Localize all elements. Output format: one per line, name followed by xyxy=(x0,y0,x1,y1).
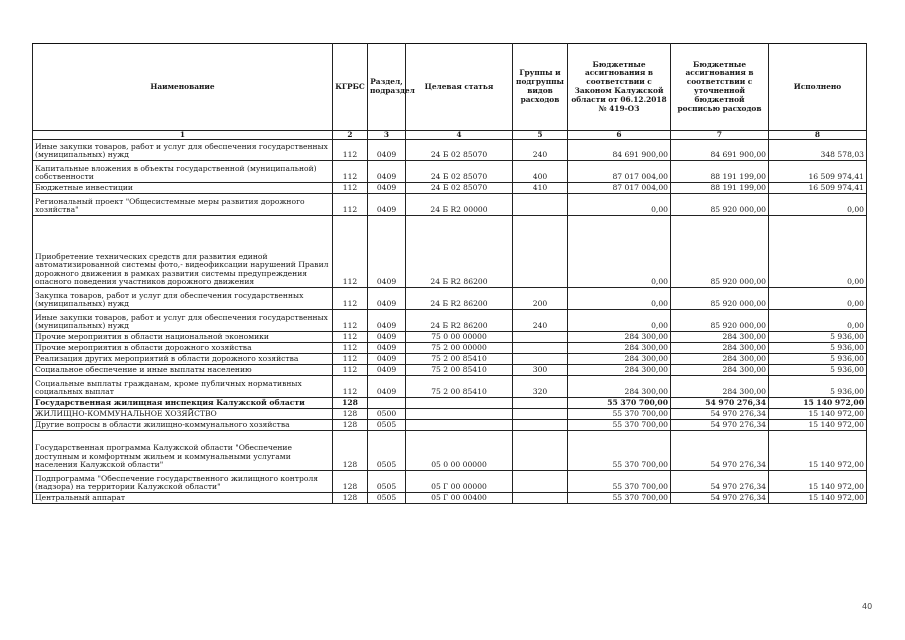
header-section: Раздел, подраздел xyxy=(368,44,406,131)
table-row xyxy=(33,365,867,376)
cell-section: 0409 xyxy=(368,365,406,376)
table-row xyxy=(33,431,867,471)
cell-section: 0505 xyxy=(368,431,406,471)
cell-section: 0409 xyxy=(368,140,406,161)
cell-section: 0409 xyxy=(368,216,406,288)
cell-name: Капитальные вложения в объекты государственной (муниципальной) собственности xyxy=(33,161,333,183)
cell-target: 05 Г 00 00400 xyxy=(406,493,513,504)
table-row xyxy=(33,216,867,288)
cell-law-amount: 84 691 900,00 xyxy=(568,140,671,161)
cell-section: 0409 xyxy=(368,310,406,332)
header-refined: Бюджетные ассигнования в соответствии с уточненной бюджетной росписью расходов xyxy=(671,44,769,131)
cell-refined-amount: 85 920 000,00 xyxy=(671,216,769,288)
cell-section: 0409 xyxy=(368,376,406,398)
header-groups: Группы и подгруппы видов расходов xyxy=(513,44,568,131)
cell-name: ЖИЛИЩНО-КОММУНАЛЬНОЕ ХОЗЯЙСТВО xyxy=(33,409,333,420)
cell-target: 24 Б R2 86200 xyxy=(406,288,513,310)
cell-name: Иные закупки товаров, работ и услуг для обеспечения государственных (муниципальных) нужд xyxy=(33,310,333,332)
cell-executed-amount: 5 936,00 xyxy=(769,354,867,365)
cell-target xyxy=(406,420,513,431)
cell-law-amount: 55 370 700,00 xyxy=(568,493,671,504)
cell-kgrbs: 112 xyxy=(333,140,368,161)
table-row xyxy=(33,354,867,365)
cell-target: 05 0 00 00000 xyxy=(406,431,513,471)
cell-executed-amount: 16 509 974,41 xyxy=(769,183,867,194)
cell-law-amount: 55 370 700,00 xyxy=(568,398,671,409)
cell-name: Социальные выплаты гражданам, кроме публичных нормативных социальных выплат xyxy=(33,376,333,398)
cell-law-amount: 55 370 700,00 xyxy=(568,420,671,431)
cell-name: Прочие мероприятия в области дорожного хозяйства xyxy=(33,343,333,354)
cell-group xyxy=(513,354,568,365)
table-row xyxy=(33,194,867,216)
column-number: 8 xyxy=(769,131,867,140)
cell-refined-amount: 284 300,00 xyxy=(671,332,769,343)
cell-kgrbs: 128 xyxy=(333,471,368,493)
column-number: 3 xyxy=(368,131,406,140)
cell-group xyxy=(513,194,568,216)
cell-section: 0409 xyxy=(368,354,406,365)
cell-refined-amount: 284 300,00 xyxy=(671,354,769,365)
cell-executed-amount: 16 509 974,41 xyxy=(769,161,867,183)
cell-name: Региональный проект "Общесистемные меры развития дорожного хозяйства" xyxy=(33,194,333,216)
cell-group xyxy=(513,332,568,343)
cell-group xyxy=(513,216,568,288)
cell-name: Государственная программа Калужской области "Обеспечение доступным и комфортным жильем и коммунальными услугами населения Калужской области" xyxy=(33,431,333,471)
cell-kgrbs: 128 xyxy=(333,493,368,504)
cell-kgrbs: 112 xyxy=(333,194,368,216)
cell-group xyxy=(513,409,568,420)
cell-kgrbs: 112 xyxy=(333,343,368,354)
cell-law-amount: 284 300,00 xyxy=(568,365,671,376)
page-number: 40 xyxy=(862,602,873,611)
column-number: 2 xyxy=(333,131,368,140)
cell-name: Реализация других мероприятий в области дорожного хозяйства xyxy=(33,354,333,365)
cell-refined-amount: 54 970 276,34 xyxy=(671,398,769,409)
table-row xyxy=(33,471,867,493)
table-row xyxy=(33,398,867,409)
cell-section: 0500 xyxy=(368,409,406,420)
cell-group xyxy=(513,398,568,409)
cell-law-amount: 0,00 xyxy=(568,216,671,288)
header-target: Целевая статья xyxy=(406,44,513,131)
budget-table-sheet xyxy=(32,43,866,504)
cell-section: 0505 xyxy=(368,471,406,493)
cell-group xyxy=(513,471,568,493)
budget-table xyxy=(32,43,867,504)
cell-law-amount: 55 370 700,00 xyxy=(568,431,671,471)
cell-section xyxy=(368,398,406,409)
cell-executed-amount: 348 578,03 xyxy=(769,140,867,161)
cell-executed-amount: 5 936,00 xyxy=(769,343,867,354)
cell-name: Прочие мероприятия в области национальной экономики xyxy=(33,332,333,343)
cell-law-amount: 0,00 xyxy=(568,288,671,310)
cell-section: 0409 xyxy=(368,183,406,194)
cell-target: 75 2 00 00000 xyxy=(406,343,513,354)
cell-kgrbs: 112 xyxy=(333,332,368,343)
table-row xyxy=(33,140,867,161)
header-name: Наименование xyxy=(33,44,333,131)
cell-refined-amount: 88 191 199,00 xyxy=(671,161,769,183)
cell-executed-amount: 15 140 972,00 xyxy=(769,398,867,409)
cell-law-amount: 0,00 xyxy=(568,310,671,332)
cell-refined-amount: 54 970 276,34 xyxy=(671,409,769,420)
cell-law-amount: 0,00 xyxy=(568,194,671,216)
cell-executed-amount: 5 936,00 xyxy=(769,365,867,376)
cell-refined-amount: 54 970 276,34 xyxy=(671,420,769,431)
table-row xyxy=(33,288,867,310)
cell-target: 24 Б 02 85070 xyxy=(406,183,513,194)
cell-section: 0409 xyxy=(368,161,406,183)
cell-section: 0409 xyxy=(368,288,406,310)
cell-name: Бюджетные инвестиции xyxy=(33,183,333,194)
column-number: 5 xyxy=(513,131,568,140)
cell-name: Подпрограмма "Обеспечение государственного жилищного контроля (надзора) на территории Калужской области" xyxy=(33,471,333,493)
cell-kgrbs: 112 xyxy=(333,354,368,365)
cell-executed-amount: 5 936,00 xyxy=(769,332,867,343)
column-number-row xyxy=(33,131,867,140)
cell-kgrbs: 112 xyxy=(333,376,368,398)
cell-law-amount: 55 370 700,00 xyxy=(568,471,671,493)
cell-kgrbs: 112 xyxy=(333,161,368,183)
cell-executed-amount: 15 140 972,00 xyxy=(769,409,867,420)
cell-kgrbs: 112 xyxy=(333,183,368,194)
table-row xyxy=(33,161,867,183)
cell-name: Социальное обеспечение и иные выплаты населению xyxy=(33,365,333,376)
cell-kgrbs: 112 xyxy=(333,216,368,288)
header-law: Бюджетные ассигнования в соответствии с Законом Калужской области от 06.12.2018 № 419-ОЗ xyxy=(568,44,671,131)
column-number: 7 xyxy=(671,131,769,140)
cell-group: 320 xyxy=(513,376,568,398)
cell-group xyxy=(513,420,568,431)
cell-executed-amount: 5 936,00 xyxy=(769,376,867,398)
cell-target: 05 Г 00 00000 xyxy=(406,471,513,493)
cell-group: 240 xyxy=(513,140,568,161)
cell-law-amount: 284 300,00 xyxy=(568,343,671,354)
cell-name: Приобретение технических средств для развития единой автоматизированной системы фото,- видеофиксации нарушений Правил дорожного движения в рамках развития системы предупреждения опасного поведения участников дорожного движения xyxy=(33,216,333,288)
cell-refined-amount: 284 300,00 xyxy=(671,343,769,354)
cell-law-amount: 284 300,00 xyxy=(568,332,671,343)
cell-kgrbs: 112 xyxy=(333,288,368,310)
table-row xyxy=(33,343,867,354)
cell-refined-amount: 54 970 276,34 xyxy=(671,471,769,493)
table-row xyxy=(33,183,867,194)
cell-group xyxy=(513,343,568,354)
cell-target xyxy=(406,398,513,409)
cell-refined-amount: 54 970 276,34 xyxy=(671,431,769,471)
cell-kgrbs: 112 xyxy=(333,365,368,376)
cell-group: 200 xyxy=(513,288,568,310)
cell-kgrbs: 128 xyxy=(333,420,368,431)
column-number: 6 xyxy=(568,131,671,140)
cell-refined-amount: 84 691 900,00 xyxy=(671,140,769,161)
cell-group xyxy=(513,493,568,504)
cell-refined-amount: 88 191 199,00 xyxy=(671,183,769,194)
cell-executed-amount: 15 140 972,00 xyxy=(769,431,867,471)
cell-refined-amount: 85 920 000,00 xyxy=(671,194,769,216)
cell-section: 0409 xyxy=(368,343,406,354)
cell-executed-amount: 15 140 972,00 xyxy=(769,420,867,431)
table-row xyxy=(33,493,867,504)
column-number: 1 xyxy=(33,131,333,140)
cell-name: Центральный аппарат xyxy=(33,493,333,504)
cell-kgrbs: 128 xyxy=(333,409,368,420)
table-row xyxy=(33,332,867,343)
cell-executed-amount: 0,00 xyxy=(769,216,867,288)
cell-law-amount: 87 017 004,00 xyxy=(568,183,671,194)
cell-kgrbs: 128 xyxy=(333,398,368,409)
table-row xyxy=(33,376,867,398)
cell-section: 0409 xyxy=(368,194,406,216)
cell-group: 240 xyxy=(513,310,568,332)
cell-kgrbs: 128 xyxy=(333,431,368,471)
cell-target: 75 2 00 85410 xyxy=(406,354,513,365)
cell-refined-amount: 85 920 000,00 xyxy=(671,310,769,332)
cell-target xyxy=(406,409,513,420)
cell-kgrbs: 112 xyxy=(333,310,368,332)
cell-target: 24 Б 02 85070 xyxy=(406,140,513,161)
table-row xyxy=(33,409,867,420)
cell-name: Закупка товаров, работ и услуг для обеспечения государственных (муниципальных) нужд xyxy=(33,288,333,310)
cell-refined-amount: 284 300,00 xyxy=(671,365,769,376)
cell-section: 0505 xyxy=(368,420,406,431)
cell-target: 75 2 00 85410 xyxy=(406,365,513,376)
cell-name: Другие вопросы в области жилищно-коммунального хозяйства xyxy=(33,420,333,431)
cell-law-amount: 284 300,00 xyxy=(568,354,671,365)
header-row xyxy=(33,44,867,131)
cell-executed-amount: 15 140 972,00 xyxy=(769,471,867,493)
cell-executed-amount: 15 140 972,00 xyxy=(769,493,867,504)
cell-target: 24 Б R2 00000 xyxy=(406,194,513,216)
cell-target: 24 Б R2 86200 xyxy=(406,216,513,288)
table-row xyxy=(33,420,867,431)
cell-target: 75 0 00 00000 xyxy=(406,332,513,343)
column-number: 4 xyxy=(406,131,513,140)
cell-law-amount: 284 300,00 xyxy=(568,376,671,398)
cell-section: 0505 xyxy=(368,493,406,504)
cell-target: 75 2 00 85410 xyxy=(406,376,513,398)
table-row xyxy=(33,310,867,332)
cell-executed-amount: 0,00 xyxy=(769,194,867,216)
cell-target: 24 Б R2 86200 xyxy=(406,310,513,332)
cell-executed-amount: 0,00 xyxy=(769,310,867,332)
header-kgrbs: КГРБС xyxy=(333,44,368,131)
cell-section: 0409 xyxy=(368,332,406,343)
cell-law-amount: 55 370 700,00 xyxy=(568,409,671,420)
cell-refined-amount: 85 920 000,00 xyxy=(671,288,769,310)
cell-group: 400 xyxy=(513,161,568,183)
cell-executed-amount: 0,00 xyxy=(769,288,867,310)
cell-refined-amount: 54 970 276,34 xyxy=(671,493,769,504)
table-body xyxy=(33,140,867,504)
cell-name: Иные закупки товаров, работ и услуг для обеспечения государственных (муниципальных) нужд xyxy=(33,140,333,161)
cell-name: Государственная жилищная инспекция Калужской области xyxy=(33,398,333,409)
header-executed: Исполнено xyxy=(769,44,867,131)
cell-group xyxy=(513,431,568,471)
cell-group: 410 xyxy=(513,183,568,194)
cell-target: 24 Б 02 85070 xyxy=(406,161,513,183)
cell-refined-amount: 284 300,00 xyxy=(671,376,769,398)
cell-law-amount: 87 017 004,00 xyxy=(568,161,671,183)
cell-group: 300 xyxy=(513,365,568,376)
